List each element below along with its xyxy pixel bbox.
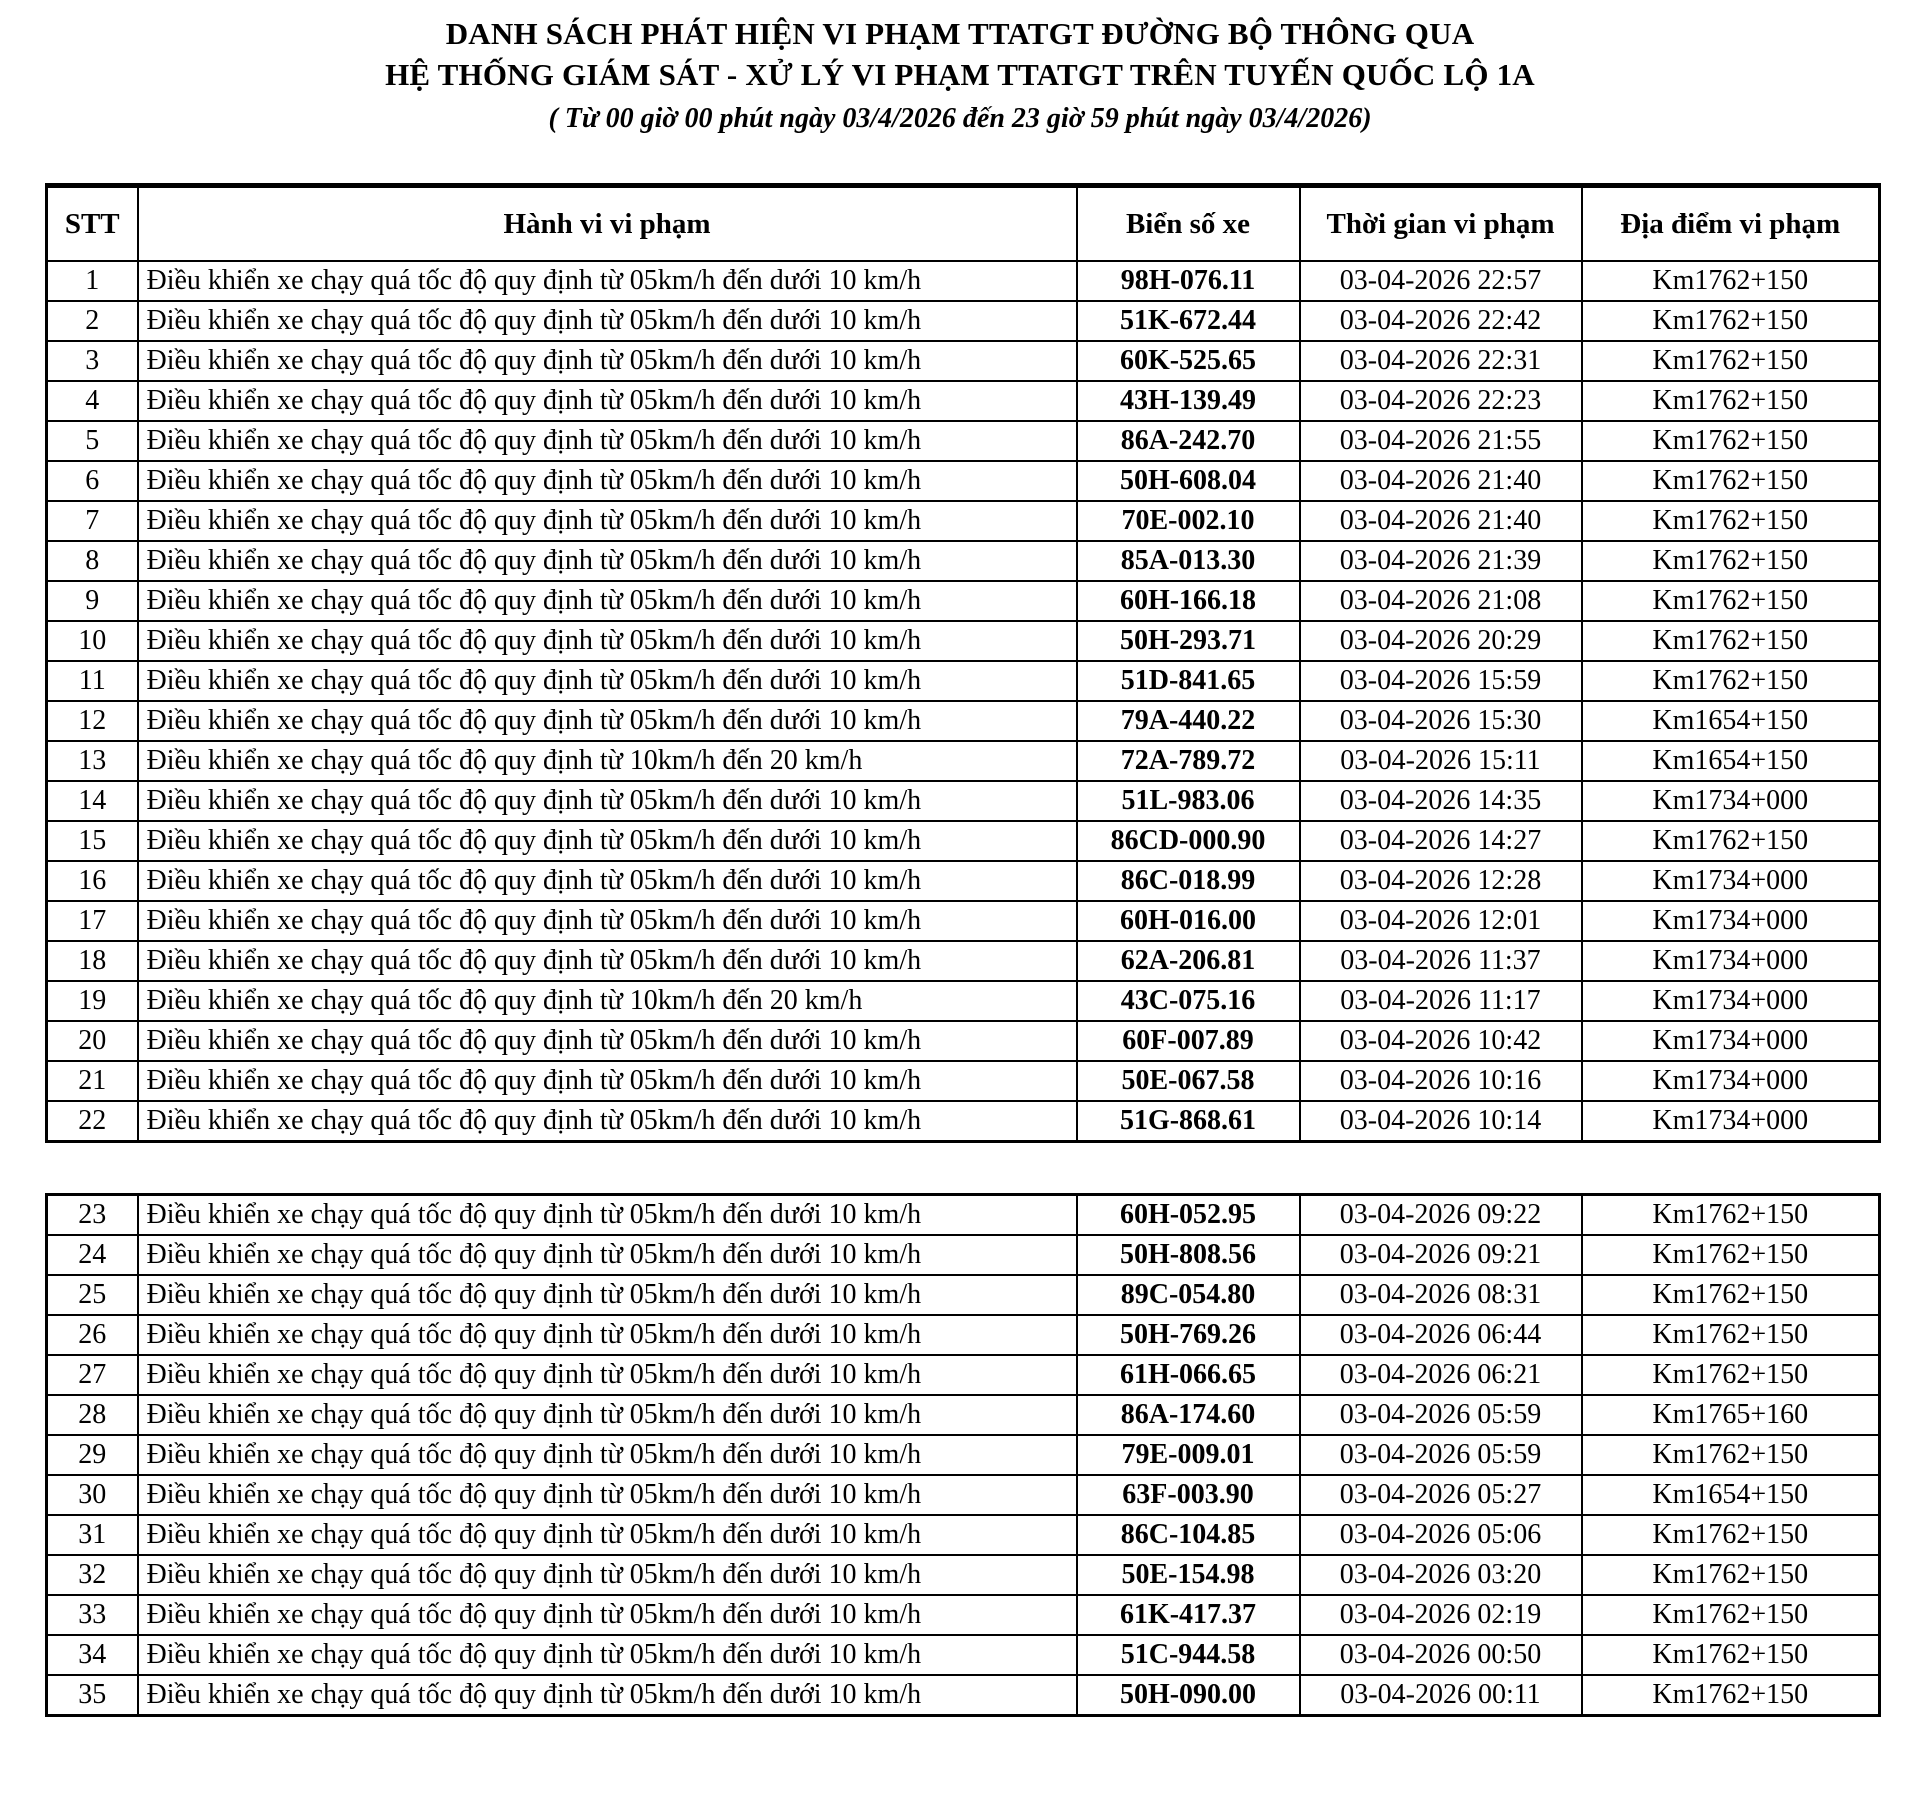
- plate-cell: 60F-007.89: [1077, 1021, 1300, 1061]
- violation-row: [47, 781, 1880, 821]
- row-number-cell: 1: [47, 261, 138, 301]
- plate-cell: 86C-018.99: [1077, 861, 1300, 901]
- violation-cell: Điều khiển xe chạy quá tốc độ quy định từ 05km/h đến dưới 10 km/h: [138, 821, 1077, 861]
- time-cell: 03-04-2026 22:57: [1300, 261, 1582, 301]
- time-cell: 03-04-2026 22:31: [1300, 341, 1582, 381]
- time-cell: 03-04-2026 14:27: [1300, 821, 1582, 861]
- plate-cell: 61K-417.37: [1077, 1595, 1300, 1635]
- row-number-cell: 32: [47, 1555, 138, 1595]
- violation-cell: Điều khiển xe chạy quá tốc độ quy định từ 05km/h đến dưới 10 km/h: [138, 1195, 1077, 1236]
- location-cell: Km1762+150: [1582, 1235, 1880, 1275]
- row-number-cell: 30: [47, 1475, 138, 1515]
- plate-cell: 50H-293.71: [1077, 621, 1300, 661]
- violation-row: [47, 1061, 1880, 1101]
- violation-cell: Điều khiển xe chạy quá tốc độ quy định từ 05km/h đến dưới 10 km/h: [138, 1101, 1077, 1142]
- violation-row: [47, 1515, 1880, 1555]
- violation-row: [47, 1315, 1880, 1355]
- violation-row: [47, 701, 1880, 741]
- row-number-cell: 9: [47, 581, 138, 621]
- header-stt: STT: [47, 186, 138, 262]
- time-cell: 03-04-2026 12:01: [1300, 901, 1582, 941]
- violation-cell: Điều khiển xe chạy quá tốc độ quy định từ 05km/h đến dưới 10 km/h: [138, 1555, 1077, 1595]
- row-number-cell: 33: [47, 1595, 138, 1635]
- location-cell: Km1654+150: [1582, 701, 1880, 741]
- row-number-cell: 20: [47, 1021, 138, 1061]
- row-number-cell: 17: [47, 901, 138, 941]
- violation-row: [47, 1475, 1880, 1515]
- violation-cell: Điều khiển xe chạy quá tốc độ quy định từ 05km/h đến dưới 10 km/h: [138, 621, 1077, 661]
- row-number-cell: 2: [47, 301, 138, 341]
- violation-cell: Điều khiển xe chạy quá tốc độ quy định từ 05km/h đến dưới 10 km/h: [138, 1061, 1077, 1101]
- violation-row: [47, 1355, 1880, 1395]
- location-cell: Km1762+150: [1582, 1355, 1880, 1395]
- violation-cell: Điều khiển xe chạy quá tốc độ quy định từ 05km/h đến dưới 10 km/h: [138, 1275, 1077, 1315]
- plate-cell: 50H-808.56: [1077, 1235, 1300, 1275]
- plate-cell: 70E-002.10: [1077, 501, 1300, 541]
- violation-row: [47, 1195, 1880, 1236]
- violation-cell: Điều khiển xe chạy quá tốc độ quy định từ 05km/h đến dưới 10 km/h: [138, 1355, 1077, 1395]
- violation-row: [47, 421, 1880, 461]
- plate-cell: 50H-608.04: [1077, 461, 1300, 501]
- violation-cell: Điều khiển xe chạy quá tốc độ quy định từ 05km/h đến dưới 10 km/h: [138, 301, 1077, 341]
- header-time: Thời gian vi phạm: [1300, 186, 1582, 262]
- plate-cell: 85A-013.30: [1077, 541, 1300, 581]
- location-cell: Km1734+000: [1582, 941, 1880, 981]
- row-number-cell: 28: [47, 1395, 138, 1435]
- location-cell: Km1762+150: [1582, 1635, 1880, 1675]
- violation-row: [47, 1675, 1880, 1716]
- time-cell: 03-04-2026 05:59: [1300, 1435, 1582, 1475]
- violation-cell: Điều khiển xe chạy quá tốc độ quy định từ 05km/h đến dưới 10 km/h: [138, 381, 1077, 421]
- plate-cell: 86CD-000.90: [1077, 821, 1300, 861]
- violation-cell: Điều khiển xe chạy quá tốc độ quy định từ 05km/h đến dưới 10 km/h: [138, 1395, 1077, 1435]
- time-cell: 03-04-2026 05:06: [1300, 1515, 1582, 1555]
- title-line-2: HỆ THỐNG GIÁM SÁT - XỬ LÝ VI PHẠM TTATGT TRÊN TUYẾN QUỐC LỘ 1A: [385, 56, 1535, 92]
- location-cell: Km1734+000: [1582, 1101, 1880, 1142]
- plate-cell: 60H-016.00: [1077, 901, 1300, 941]
- violation-row: [47, 821, 1880, 861]
- violation-cell: Điều khiển xe chạy quá tốc độ quy định từ 05km/h đến dưới 10 km/h: [138, 1595, 1077, 1635]
- plate-cell: 89C-054.80: [1077, 1275, 1300, 1315]
- table-header: [47, 186, 1880, 262]
- row-number-cell: 11: [47, 661, 138, 701]
- plate-cell: 60H-166.18: [1077, 581, 1300, 621]
- header-plate: Biển số xe: [1077, 186, 1300, 262]
- row-number-cell: 27: [47, 1355, 138, 1395]
- time-cell: 03-04-2026 20:29: [1300, 621, 1582, 661]
- table-header-row: [47, 186, 1880, 262]
- violation-row: [47, 501, 1880, 541]
- time-cell: 03-04-2026 15:59: [1300, 661, 1582, 701]
- plate-cell: 51C-944.58: [1077, 1635, 1300, 1675]
- time-cell: 03-04-2026 10:16: [1300, 1061, 1582, 1101]
- plate-cell: 51K-672.44: [1077, 301, 1300, 341]
- location-cell: Km1765+160: [1582, 1395, 1880, 1435]
- location-cell: Km1762+150: [1582, 1555, 1880, 1595]
- violation-row: [47, 261, 1880, 301]
- row-number-cell: 22: [47, 1101, 138, 1142]
- time-cell: 03-04-2026 06:21: [1300, 1355, 1582, 1395]
- location-cell: Km1762+150: [1582, 301, 1880, 341]
- row-number-cell: 15: [47, 821, 138, 861]
- violation-row: [47, 461, 1880, 501]
- time-cell: 03-04-2026 14:35: [1300, 781, 1582, 821]
- header-violation: Hành vi vi phạm: [138, 186, 1077, 262]
- location-cell: Km1762+150: [1582, 1195, 1880, 1236]
- plate-cell: 43H-139.49: [1077, 381, 1300, 421]
- location-cell: Km1762+150: [1582, 821, 1880, 861]
- row-number-cell: 5: [47, 421, 138, 461]
- location-cell: Km1762+150: [1582, 1315, 1880, 1355]
- plate-cell: 62A-206.81: [1077, 941, 1300, 981]
- plate-cell: 79A-440.22: [1077, 701, 1300, 741]
- plate-cell: 50H-090.00: [1077, 1675, 1300, 1716]
- time-cell: 03-04-2026 03:20: [1300, 1555, 1582, 1595]
- plate-cell: 63F-003.90: [1077, 1475, 1300, 1515]
- title-line-1: DANH SÁCH PHÁT HIỆN VI PHẠM TTATGT ĐƯỜNG BỘ THÔNG QUA: [445, 16, 1475, 51]
- time-cell: 03-04-2026 09:21: [1300, 1235, 1582, 1275]
- row-number-cell: 34: [47, 1635, 138, 1675]
- plate-cell: 60H-052.95: [1077, 1195, 1300, 1236]
- row-number-cell: 18: [47, 941, 138, 981]
- time-cell: 03-04-2026 09:22: [1300, 1195, 1582, 1236]
- location-cell: Km1734+000: [1582, 781, 1880, 821]
- violation-cell: Điều khiển xe chạy quá tốc độ quy định từ 05km/h đến dưới 10 km/h: [138, 1235, 1077, 1275]
- violation-row: [47, 981, 1880, 1021]
- violations-table-page-2: [45, 1193, 1881, 1717]
- location-cell: Km1762+150: [1582, 1595, 1880, 1635]
- violation-cell: Điều khiển xe chạy quá tốc độ quy định từ 05km/h đến dưới 10 km/h: [138, 341, 1077, 381]
- row-number-cell: 6: [47, 461, 138, 501]
- time-cell: 03-04-2026 22:42: [1300, 301, 1582, 341]
- location-cell: Km1762+150: [1582, 421, 1880, 461]
- plate-cell: 79E-009.01: [1077, 1435, 1300, 1475]
- location-cell: Km1762+150: [1582, 621, 1880, 661]
- location-cell: Km1734+000: [1582, 1061, 1880, 1101]
- row-number-cell: 35: [47, 1675, 138, 1716]
- violation-row: [47, 1275, 1880, 1315]
- violation-row: [47, 1395, 1880, 1435]
- location-cell: Km1762+150: [1582, 541, 1880, 581]
- time-cell: 03-04-2026 05:27: [1300, 1475, 1582, 1515]
- row-number-cell: 29: [47, 1435, 138, 1475]
- location-cell: Km1734+000: [1582, 1021, 1880, 1061]
- time-cell: 03-04-2026 00:50: [1300, 1635, 1582, 1675]
- title-date-range: ( Từ 00 giờ 00 phút ngày 03/4/2026 đến 23 giờ 59 phút ngày 03/4/2026): [548, 102, 1372, 134]
- violation-cell: Điều khiển xe chạy quá tốc độ quy định từ 05km/h đến dưới 10 km/h: [138, 1675, 1077, 1716]
- time-cell: 03-04-2026 05:59: [1300, 1395, 1582, 1435]
- violation-row: [47, 301, 1880, 341]
- row-number-cell: 4: [47, 381, 138, 421]
- violation-cell: Điều khiển xe chạy quá tốc độ quy định từ 05km/h đến dưới 10 km/h: [138, 901, 1077, 941]
- row-number-cell: 14: [47, 781, 138, 821]
- time-cell: 03-04-2026 22:23: [1300, 381, 1582, 421]
- violation-row: [47, 541, 1880, 581]
- violation-row: [47, 341, 1880, 381]
- plate-cell: 50E-154.98: [1077, 1555, 1300, 1595]
- time-cell: 03-04-2026 21:40: [1300, 461, 1582, 501]
- violation-row: [47, 1101, 1880, 1142]
- location-cell: Km1762+150: [1582, 501, 1880, 541]
- violation-cell: Điều khiển xe chạy quá tốc độ quy định từ 05km/h đến dưới 10 km/h: [138, 781, 1077, 821]
- violation-cell: Điều khiển xe chạy quá tốc độ quy định từ 05km/h đến dưới 10 km/h: [138, 861, 1077, 901]
- violation-cell: Điều khiển xe chạy quá tốc độ quy định từ 05km/h đến dưới 10 km/h: [138, 581, 1077, 621]
- location-cell: Km1734+000: [1582, 861, 1880, 901]
- row-number-cell: 3: [47, 341, 138, 381]
- row-number-cell: 19: [47, 981, 138, 1021]
- violation-cell: Điều khiển xe chạy quá tốc độ quy định từ 05km/h đến dưới 10 km/h: [138, 1021, 1077, 1061]
- location-cell: Km1762+150: [1582, 1515, 1880, 1555]
- row-number-cell: 24: [47, 1235, 138, 1275]
- violation-row: [47, 621, 1880, 661]
- time-cell: 03-04-2026 11:17: [1300, 981, 1582, 1021]
- violation-row: [47, 1555, 1880, 1595]
- violation-cell: Điều khiển xe chạy quá tốc độ quy định từ 05km/h đến dưới 10 km/h: [138, 941, 1077, 981]
- location-cell: Km1762+150: [1582, 381, 1880, 421]
- row-number-cell: 31: [47, 1515, 138, 1555]
- time-cell: 03-04-2026 10:42: [1300, 1021, 1582, 1061]
- location-cell: Km1762+150: [1582, 1275, 1880, 1315]
- location-cell: Km1762+150: [1582, 581, 1880, 621]
- row-number-cell: 25: [47, 1275, 138, 1315]
- plate-cell: 51D-841.65: [1077, 661, 1300, 701]
- time-cell: 03-04-2026 21:40: [1300, 501, 1582, 541]
- violation-row: [47, 901, 1880, 941]
- violation-cell: Điều khiển xe chạy quá tốc độ quy định từ 05km/h đến dưới 10 km/h: [138, 701, 1077, 741]
- table-body-page-2: [47, 1195, 1880, 1716]
- location-cell: Km1762+150: [1582, 341, 1880, 381]
- row-number-cell: 21: [47, 1061, 138, 1101]
- time-cell: 03-04-2026 10:14: [1300, 1101, 1582, 1142]
- plate-cell: 86A-174.60: [1077, 1395, 1300, 1435]
- location-cell: Km1654+150: [1582, 741, 1880, 781]
- time-cell: 03-04-2026 00:11: [1300, 1675, 1582, 1716]
- location-cell: Km1762+150: [1582, 461, 1880, 501]
- violation-row: [47, 1021, 1880, 1061]
- row-number-cell: 26: [47, 1315, 138, 1355]
- plate-cell: 86A-242.70: [1077, 421, 1300, 461]
- violation-cell: Điều khiển xe chạy quá tốc độ quy định từ 05km/h đến dưới 10 km/h: [138, 541, 1077, 581]
- time-cell: 03-04-2026 15:11: [1300, 741, 1582, 781]
- violation-row: [47, 661, 1880, 701]
- row-number-cell: 16: [47, 861, 138, 901]
- document-title: [0, 0, 1920, 137]
- violation-row: [47, 1235, 1880, 1275]
- location-cell: Km1762+150: [1582, 1675, 1880, 1716]
- violation-cell: Điều khiển xe chạy quá tốc độ quy định từ 10km/h đến 20 km/h: [138, 981, 1077, 1021]
- violation-cell: Điều khiển xe chạy quá tốc độ quy định từ 05km/h đến dưới 10 km/h: [138, 1435, 1077, 1475]
- plate-cell: 51G-868.61: [1077, 1101, 1300, 1142]
- violation-cell: Điều khiển xe chạy quá tốc độ quy định từ 05km/h đến dưới 10 km/h: [138, 461, 1077, 501]
- violation-cell: Điều khiển xe chạy quá tốc độ quy định từ 05km/h đến dưới 10 km/h: [138, 1475, 1077, 1515]
- violation-cell: Điều khiển xe chạy quá tốc độ quy định từ 05km/h đến dưới 10 km/h: [138, 261, 1077, 301]
- row-number-cell: 10: [47, 621, 138, 661]
- tables-container: [45, 183, 1878, 1717]
- plate-cell: 72A-789.72: [1077, 741, 1300, 781]
- time-cell: 03-04-2026 21:55: [1300, 421, 1582, 461]
- violation-row: [47, 381, 1880, 421]
- violation-row: [47, 1595, 1880, 1635]
- violation-cell: Điều khiển xe chạy quá tốc độ quy định từ 05km/h đến dưới 10 km/h: [138, 1515, 1077, 1555]
- row-number-cell: 8: [47, 541, 138, 581]
- location-cell: Km1762+150: [1582, 261, 1880, 301]
- violation-cell: Điều khiển xe chạy quá tốc độ quy định từ 05km/h đến dưới 10 km/h: [138, 421, 1077, 461]
- violation-cell: Điều khiển xe chạy quá tốc độ quy định từ 10km/h đến 20 km/h: [138, 741, 1077, 781]
- time-cell: 03-04-2026 06:44: [1300, 1315, 1582, 1355]
- violation-row: [47, 741, 1880, 781]
- time-cell: 03-04-2026 02:19: [1300, 1595, 1582, 1635]
- plate-cell: 60K-525.65: [1077, 341, 1300, 381]
- violation-cell: Điều khiển xe chạy quá tốc độ quy định từ 05km/h đến dưới 10 km/h: [138, 1315, 1077, 1355]
- row-number-cell: 23: [47, 1195, 138, 1236]
- location-cell: Km1654+150: [1582, 1475, 1880, 1515]
- violation-row: [47, 1435, 1880, 1475]
- row-number-cell: 12: [47, 701, 138, 741]
- header-location: Địa điểm vi phạm: [1582, 186, 1880, 262]
- location-cell: Km1734+000: [1582, 901, 1880, 941]
- plate-cell: 51L-983.06: [1077, 781, 1300, 821]
- plate-cell: 98H-076.11: [1077, 261, 1300, 301]
- time-cell: 03-04-2026 11:37: [1300, 941, 1582, 981]
- location-cell: Km1734+000: [1582, 981, 1880, 1021]
- time-cell: 03-04-2026 12:28: [1300, 861, 1582, 901]
- location-cell: Km1762+150: [1582, 661, 1880, 701]
- location-cell: Km1762+150: [1582, 1435, 1880, 1475]
- violation-row: [47, 941, 1880, 981]
- plate-cell: 50H-769.26: [1077, 1315, 1300, 1355]
- violation-row: [47, 861, 1880, 901]
- time-cell: 03-04-2026 08:31: [1300, 1275, 1582, 1315]
- violation-cell: Điều khiển xe chạy quá tốc độ quy định từ 05km/h đến dưới 10 km/h: [138, 661, 1077, 701]
- plate-cell: 61H-066.65: [1077, 1355, 1300, 1395]
- plate-cell: 86C-104.85: [1077, 1515, 1300, 1555]
- violation-cell: Điều khiển xe chạy quá tốc độ quy định từ 05km/h đến dưới 10 km/h: [138, 501, 1077, 541]
- violation-row: [47, 1635, 1880, 1675]
- violation-row: [47, 581, 1880, 621]
- time-cell: 03-04-2026 21:39: [1300, 541, 1582, 581]
- row-number-cell: 13: [47, 741, 138, 781]
- time-cell: 03-04-2026 15:30: [1300, 701, 1582, 741]
- plate-cell: 50E-067.58: [1077, 1061, 1300, 1101]
- violation-cell: Điều khiển xe chạy quá tốc độ quy định từ 05km/h đến dưới 10 km/h: [138, 1635, 1077, 1675]
- violations-table-page-1: [45, 183, 1881, 1143]
- table-body-page-1: [47, 261, 1880, 1142]
- plate-cell: 43C-075.16: [1077, 981, 1300, 1021]
- time-cell: 03-04-2026 21:08: [1300, 581, 1582, 621]
- row-number-cell: 7: [47, 501, 138, 541]
